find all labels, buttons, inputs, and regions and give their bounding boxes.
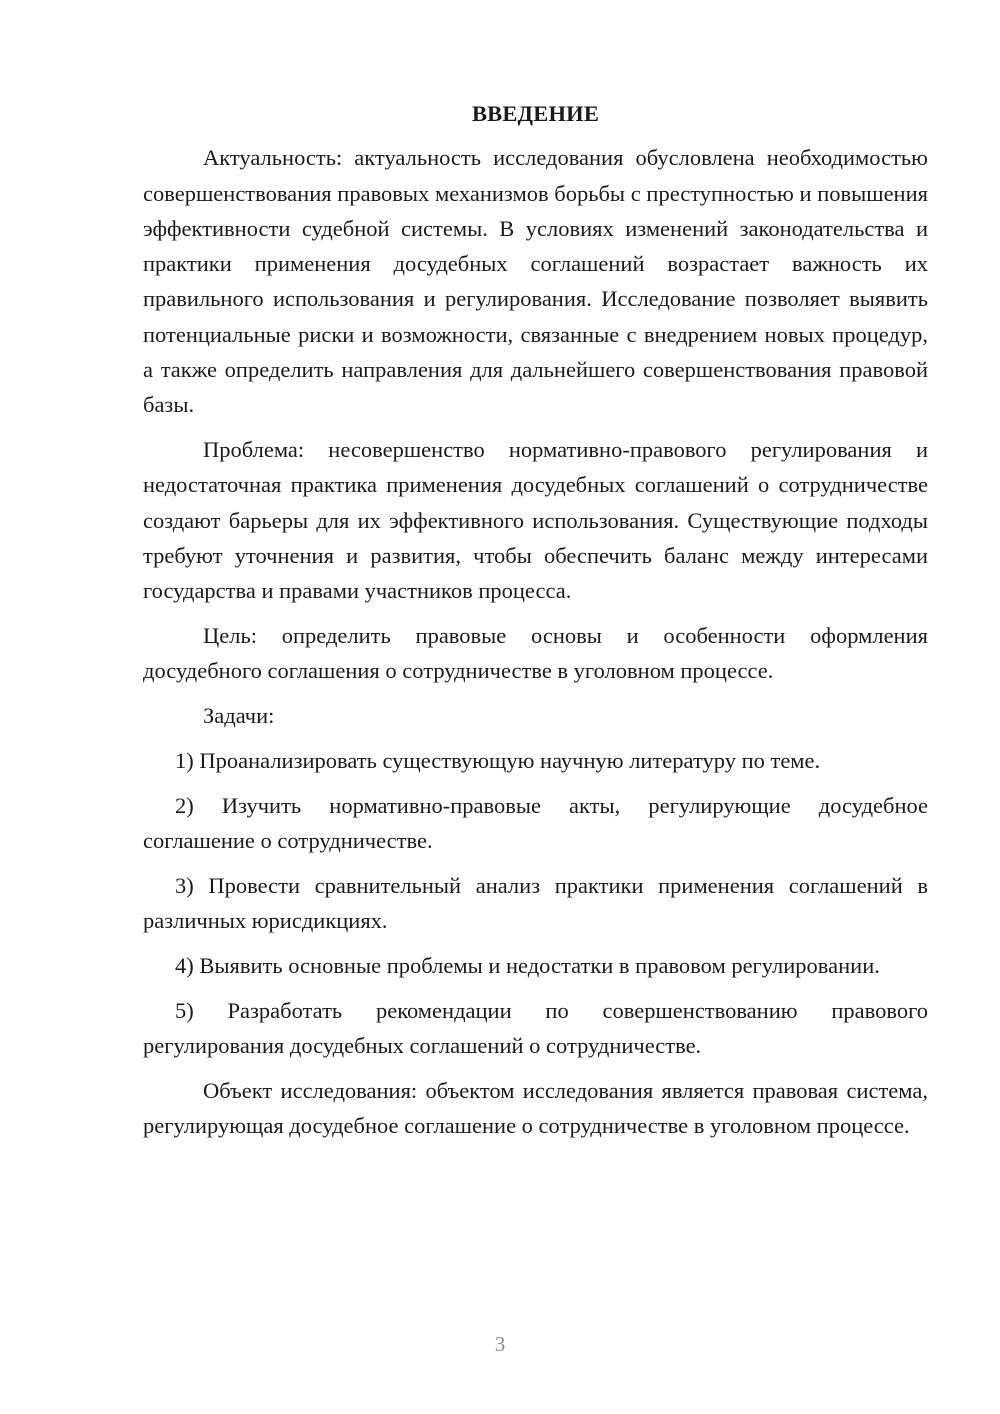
section-title: ВВЕДЕНИЕ bbox=[471, 101, 600, 126]
problem-paragraph: Проблема: несовершенство нормативно-правового регулирования и недостаточная практика применения досудебных соглашений о сотрудничестве создают барьеры для их эффективного использования. Существующие подходы требуют уточнения и развития, чтобы обеспечить баланс между интересами государства и правами участников процесса. bbox=[143, 437, 928, 604]
task-item: 3) Провести сравнительный анализ практики применения соглашений в различных юрисдикциях. bbox=[143, 872, 928, 934]
tasks-heading: Задачи: bbox=[203, 703, 275, 729]
object-paragraph: Объект исследования: объектом исследования является правовая система, регулирующая досудебное соглашение о сотрудничестве в уголовном процессе. bbox=[143, 1077, 928, 1139]
task-item: 2) Изучить нормативно-правовые акты, регулирующие досудебное соглашение о сотрудничестве. bbox=[143, 792, 928, 854]
page-content bbox=[143, 96, 928, 1153]
relevance-paragraph: Актуальность: актуальность исследования обусловлена необходимостью совершенствования правовых механизмов борьбы с преступностью и повышения эффективности судебной системы. В условиях изменений законодательства и практики применения досудебных соглашений возрастает важность их правильного использования и регулирования. Исследование позволяет выявить потенциальные риски и возможности, связанные с внедрением новых процедур, а также определить направления для дальнейшего совершенствования правовой базы. bbox=[143, 145, 928, 418]
goal-paragraph: Цель: определить правовые основы и особенности оформления досудебного соглашения о сотрудничестве в уголовном процессе. bbox=[143, 623, 928, 684]
task-item: 5) Разработать рекомендации по совершенствованию правового регулирования досудебных соглашений о сотрудничестве. bbox=[143, 997, 928, 1059]
page-number: 3 bbox=[494, 1332, 506, 1356]
task-item: 4) Выявить основные проблемы и недостатки в правовом регулировании. bbox=[175, 953, 880, 979]
task-item: 1) Проанализировать существующую научную литературу по теме. bbox=[175, 748, 821, 774]
